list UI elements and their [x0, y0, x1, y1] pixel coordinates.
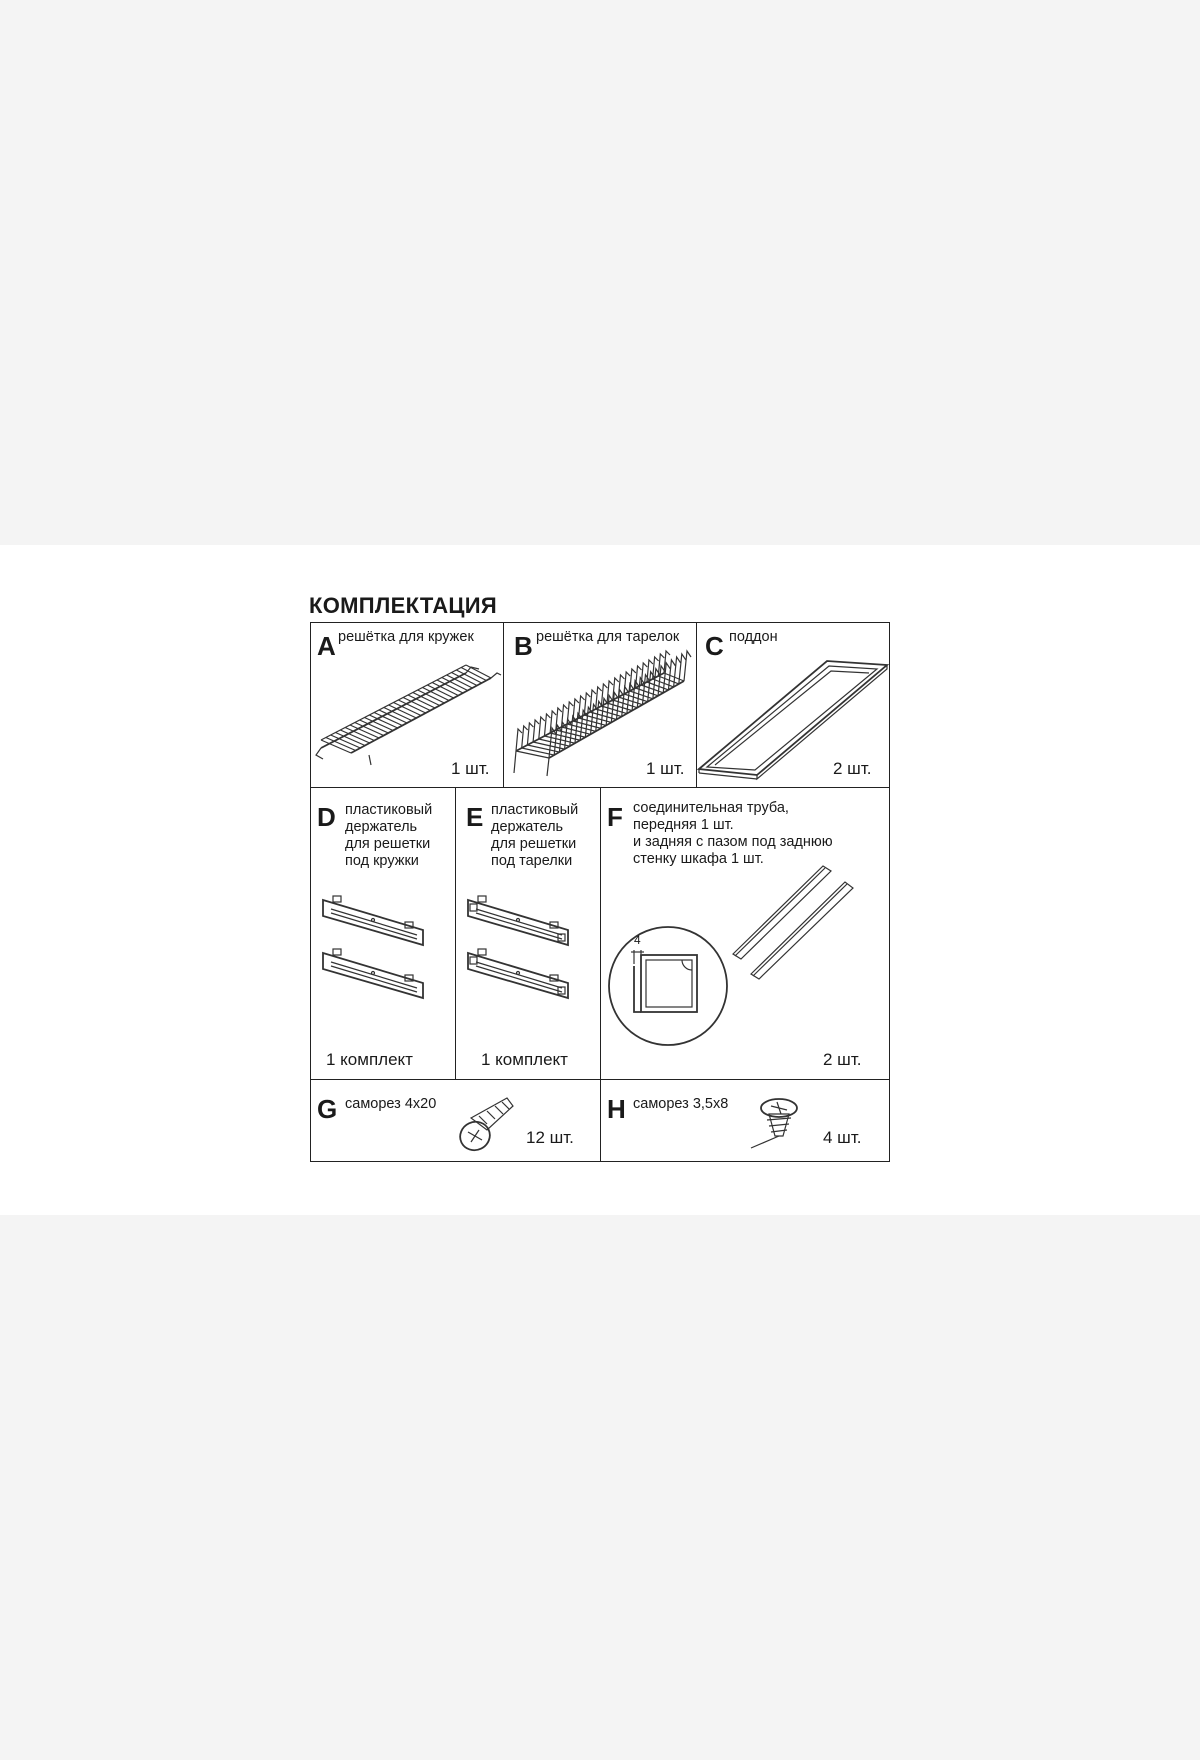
- part-cell-f: [601, 788, 889, 1080]
- description-line: передняя 1 шт.: [633, 817, 734, 833]
- drawing-stroke: [491, 673, 501, 678]
- description-line: под тарелки: [491, 853, 573, 869]
- drawing-stroke: [466, 667, 479, 673]
- part-letter: G: [317, 1094, 338, 1124]
- description-line: держатель: [491, 819, 564, 835]
- screw-3.5x8-icon: [601, 1080, 889, 1161]
- drawing-stroke: [470, 957, 477, 964]
- part-description: саморез 4х20: [345, 1096, 437, 1112]
- drawing-stroke: [684, 651, 691, 681]
- part-cell-e: [456, 788, 601, 1080]
- description-line: соединительная труба,: [633, 800, 789, 816]
- drawing-stroke: [470, 904, 477, 911]
- part-quantity: 2 шт.: [833, 759, 872, 778]
- drawing-stroke: [333, 949, 341, 955]
- drawing-stroke: [316, 748, 323, 759]
- drawing-stroke: [664, 651, 670, 673]
- part-cell-d: [311, 788, 456, 1080]
- part-description: решётка для кружек: [338, 629, 474, 645]
- part-letter: B: [514, 631, 533, 661]
- screw-4x20-icon: [311, 1080, 601, 1161]
- description-line: для решетки: [345, 836, 431, 852]
- drawing-stroke: [618, 697, 642, 705]
- part-quantity: 12 шт.: [526, 1128, 574, 1147]
- drawing-stroke: [372, 972, 375, 975]
- dimension-label: 4: [634, 933, 641, 947]
- part-letter: H: [607, 1094, 626, 1124]
- part-quantity: 1 комплект: [326, 1050, 413, 1069]
- part-cell-h: [601, 1080, 889, 1161]
- part-description: поддон: [729, 629, 778, 645]
- part-quantity: 4 шт.: [823, 1128, 862, 1147]
- drawing-stroke: [516, 751, 549, 758]
- page-title: КОМПЛЕКТАЦИЯ: [309, 593, 498, 618]
- part-letter: E: [466, 802, 484, 832]
- drawing-stroke: [333, 896, 341, 902]
- drawing-stroke: [517, 972, 520, 975]
- description-line: пластиковый: [345, 802, 433, 818]
- part-letter: D: [317, 802, 336, 832]
- drawing-stroke: [547, 758, 549, 776]
- drawing-stroke: [369, 755, 371, 765]
- connecting-tube-illustration: [601, 788, 889, 1080]
- drawing-stroke: [514, 751, 516, 773]
- drawing-stroke: [478, 896, 486, 902]
- drawing-stroke: [517, 919, 520, 922]
- description-line: под кружки: [345, 853, 419, 869]
- part-description: саморез 3,5х8: [633, 1096, 729, 1112]
- part-letter: C: [705, 631, 724, 661]
- drawing-stroke: [476, 966, 562, 992]
- part-quantity: 2 шт.: [823, 1050, 862, 1069]
- part-cell-c: [697, 623, 889, 788]
- part-letter: A: [317, 631, 336, 661]
- part-letter: F: [607, 802, 623, 832]
- part-cell-b: [504, 623, 697, 788]
- description-line: стенку шкафа 1 шт.: [633, 851, 764, 867]
- plate-holder-illustration: [456, 788, 601, 1080]
- part-cell-g: [311, 1080, 601, 1161]
- description-line: для решетки: [491, 836, 577, 852]
- description-line: пластиковый: [491, 802, 579, 818]
- part-quantity: 1 шт.: [451, 759, 490, 778]
- part-quantity: 1 шт.: [646, 759, 685, 778]
- drawing-stroke: [331, 966, 417, 992]
- description-line: держатель: [345, 819, 418, 835]
- part-quantity: 1 комплект: [481, 1050, 568, 1069]
- cup-holder-illustration: [311, 788, 456, 1080]
- part-description: решётка для тарелок: [536, 629, 680, 645]
- parts-table: [310, 622, 890, 1162]
- part-cell-a: [311, 623, 504, 788]
- drawing-stroke: [478, 949, 486, 955]
- drawing-stroke: [372, 919, 375, 922]
- drawing-stroke: [476, 913, 562, 939]
- drawing-stroke: [331, 913, 417, 939]
- description-line: и задняя с пазом под заднюю: [633, 834, 833, 850]
